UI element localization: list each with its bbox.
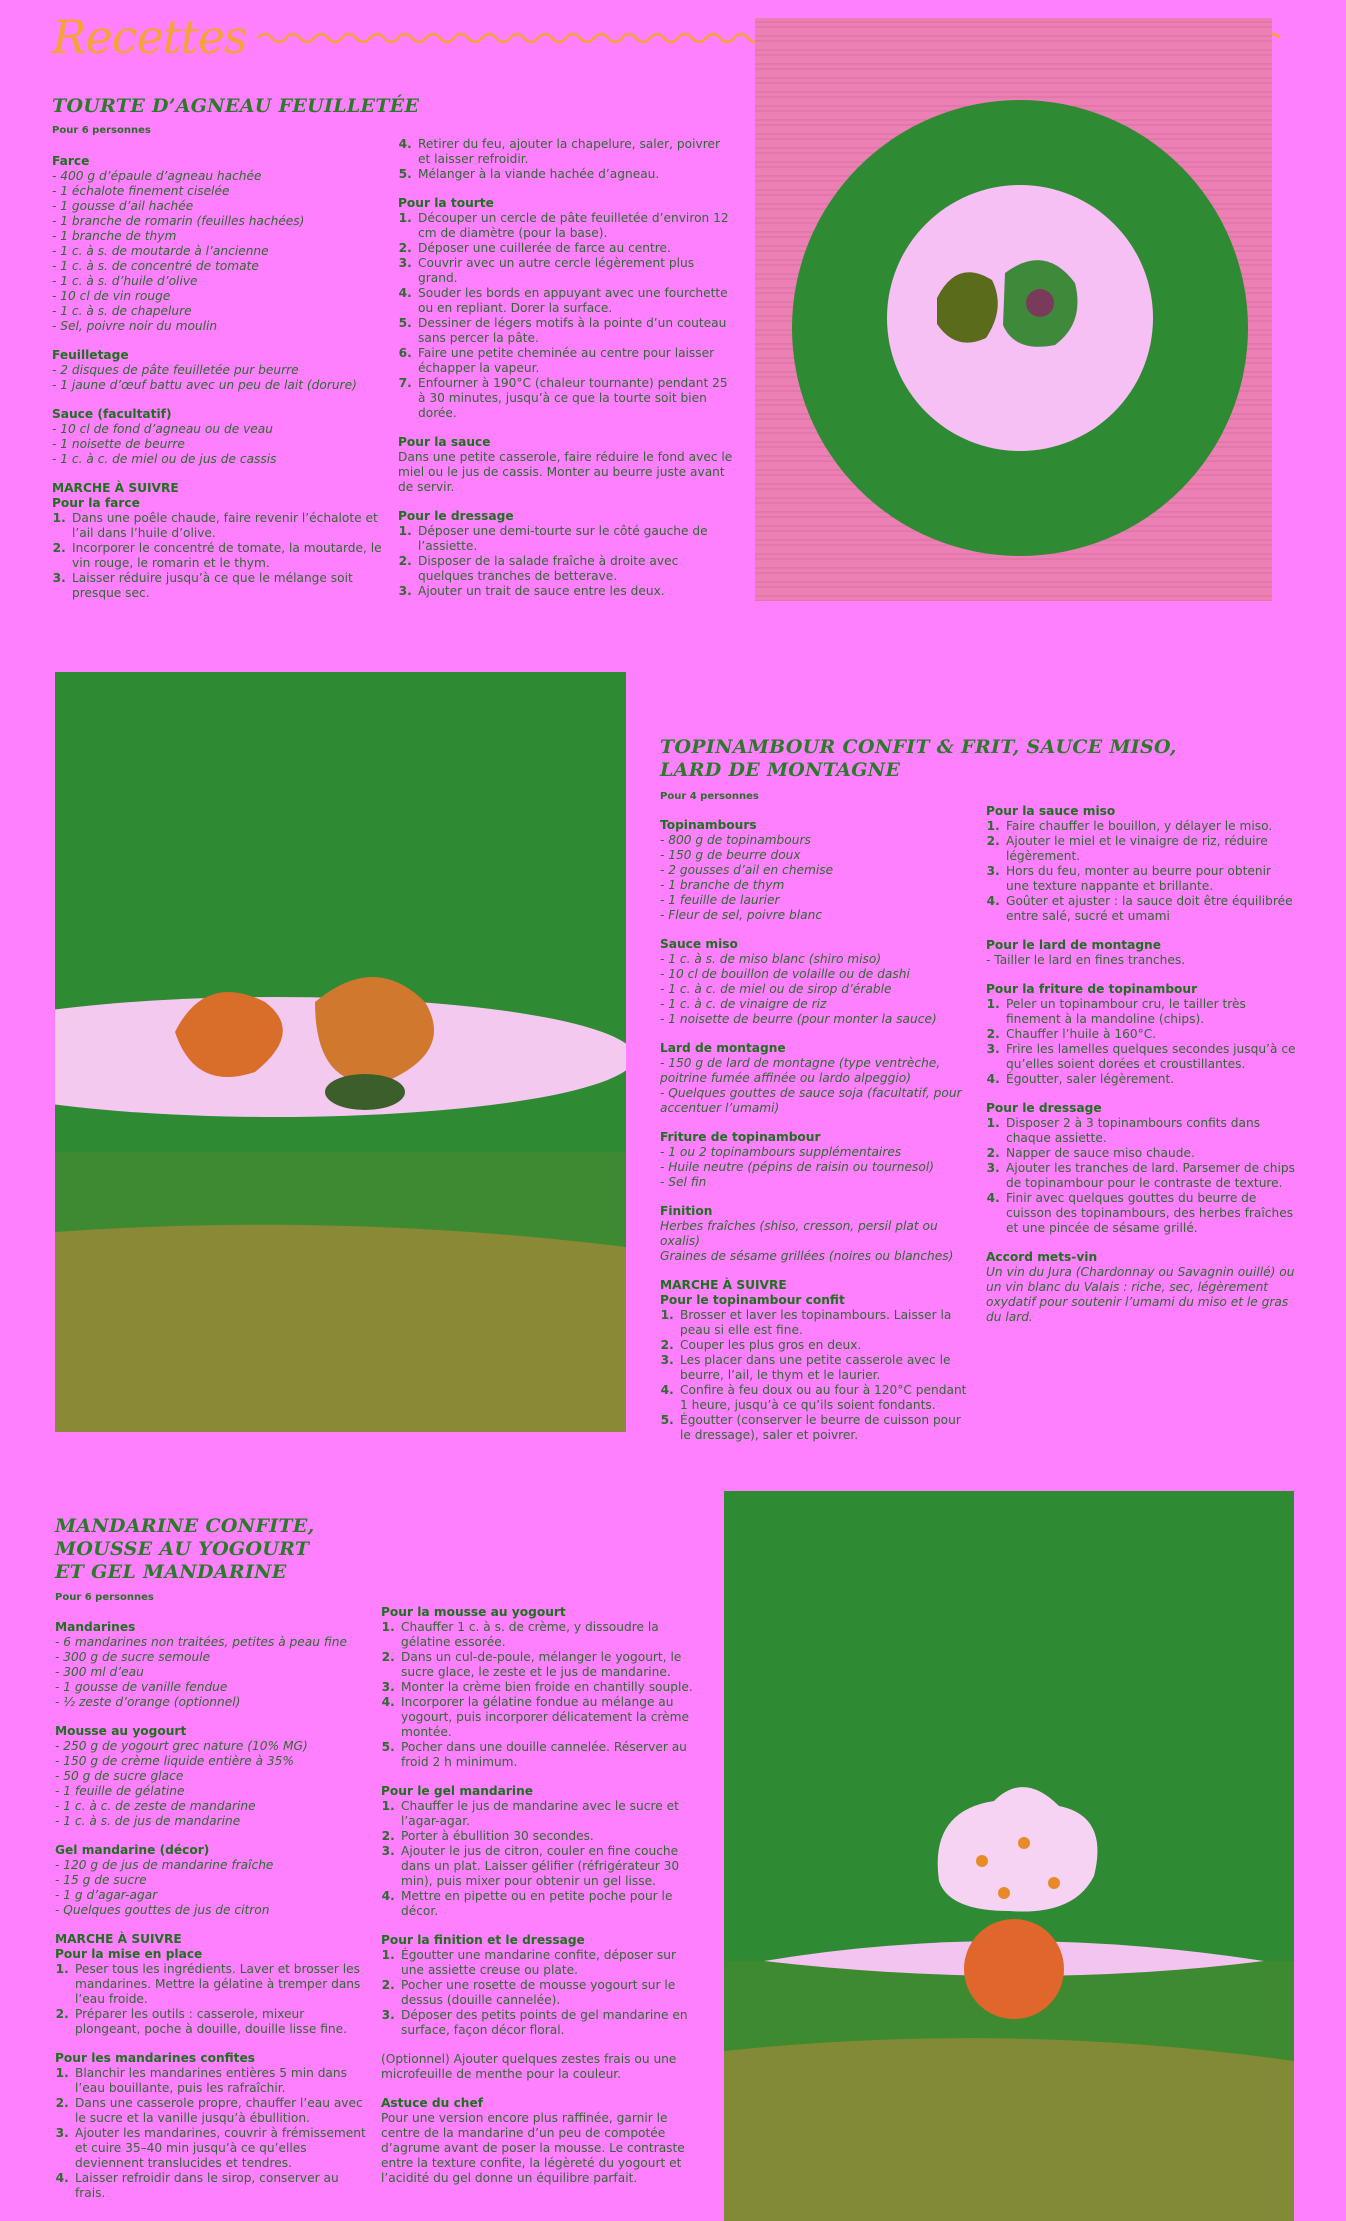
step: 3. Couvrir avec un autre cercle légèrement plus grand. xyxy=(416,256,733,286)
section-heading: MARCHE À SUIVRE xyxy=(660,1278,787,1292)
ingredient: - 300 g de sucre semoule xyxy=(55,1650,211,1664)
mandarine-photo xyxy=(724,1491,1294,2221)
tourte-photo xyxy=(755,18,1272,601)
title-line: TOPINAMBOUR CONFIT & FRIT, SAUCE MISO, xyxy=(660,736,1177,758)
step: 3. Monter la crème bien froide en chantilly souple. xyxy=(399,1680,696,1695)
ingredient: - 1 ou 2 topinambours supplémentaires xyxy=(660,1145,902,1159)
ingredient: - 1 c. à c. de miel ou de jus de cassis xyxy=(52,452,277,466)
section-heading: Pour la finition et le dressage xyxy=(381,1933,585,1947)
mandarine-col1 xyxy=(55,1620,370,2201)
step: 5. Dessiner de légers motifs à la pointe d’un couteau sans percer la pâte. xyxy=(416,316,733,346)
ingredient: Graines de sésame grillées (noires ou blanches) xyxy=(660,1249,954,1263)
step: 3. Frire les lamelles quelques secondes jusqu’à ce qu’elles soient dorées et croustillantes. xyxy=(1004,1042,1296,1072)
ingredient: - 1 branche de thym xyxy=(660,878,785,892)
ingredient: - 400 g d’épaule d’agneau hachée xyxy=(52,169,262,183)
section-heading: Pour le dressage xyxy=(398,509,514,523)
ingredient: - 1 c. à s. de miso blanc (shiro miso) xyxy=(660,952,882,966)
paragraph: Pour une version encore plus raffinée, garnir le centre de la mandarine d’un peu de compotée d’agrume avant de poser la mousse. Le contraste entre la texture confite, la légèreté du yogourt et l’acidité du gel donne un équilibre parfait. xyxy=(381,2111,685,2185)
ingredient: - 1 c. à s. de moutarde à l’ancienne xyxy=(52,244,269,258)
ingredient: - 2 disques de pâte feuilletée pur beurre xyxy=(52,363,299,377)
paragraph: - Tailler le lard en fines tranches. xyxy=(986,953,1186,967)
topinambour-col1 xyxy=(660,818,975,1443)
step: 2. Disposer de la salade fraîche à droite avec quelques tranches de betterave. xyxy=(416,554,733,584)
step: 3. Hors du feu, monter au beurre pour obtenir une texture nappante et brillante. xyxy=(1004,864,1296,894)
ingredient: - 1 échalote finement ciselée xyxy=(52,184,230,198)
step: 2. Pocher une rosette de mousse yogourt sur le dessus (douille cannelée). xyxy=(399,1978,696,2008)
step: 4. Laisser refroidir dans le sirop, conserver au frais. xyxy=(73,2171,370,2201)
step: 3. Laisser réduire jusqu’à ce que le mélange soit presque sec. xyxy=(70,571,387,601)
topinambour-title xyxy=(660,736,1177,782)
step: 4. Goûter et ajuster : la sauce doit être équilibrée entre salé, sucré et umami xyxy=(1004,894,1296,924)
ingredient: - 10 cl de fond d’agneau ou de veau xyxy=(52,422,273,436)
step: 7. Enfourner à 190°C (chaleur tournante) pendant 25 à 30 minutes, jusqu’à ce que la tourte soit bien dorée. xyxy=(416,376,733,421)
ingredient: - 6 mandarines non traitées, petites à peau fine xyxy=(55,1635,347,1649)
step: 1. Blanchir les mandarines entières 5 min dans l’eau bouillante, puis les rafraîchir. xyxy=(73,2066,370,2096)
title-line: LARD DE MONTAGNE xyxy=(660,759,901,781)
ingredient: - 1 branche de romarin (feuilles hachées) xyxy=(52,214,305,228)
section-heading: Pour la mousse au yogourt xyxy=(381,1605,566,1619)
step: 2. Napper de sauce miso chaude. xyxy=(1004,1146,1296,1161)
tourte-col2 xyxy=(398,137,733,599)
ingredient: - 50 g de sucre glace xyxy=(55,1769,184,1783)
section-heading: MARCHE À SUIVRE xyxy=(55,1932,182,1946)
ingredient: - 15 g de sucre xyxy=(55,1873,147,1887)
ingredient: - 1 c. à s. de chapelure xyxy=(52,304,192,318)
step: 2. Ajouter le miel et le vinaigre de riz, réduire légèrement. xyxy=(1004,834,1296,864)
ingredient: - 150 g de lard de montagne (type ventrèche, poitrine fumée affinée ou lardo alpeggio) xyxy=(660,1056,941,1085)
step: 2. Couper les plus gros en deux. xyxy=(678,1338,975,1353)
step: 3. Ajouter le jus de citron, couler en fine couche dans un plat. Laisser gélifier (réfrigérateur 30 min), puis mixer pour obtenir un gel lisse. xyxy=(399,1844,696,1889)
section-heading: MARCHE À SUIVRE xyxy=(52,481,179,495)
section-heading: Sauce miso xyxy=(660,937,738,951)
title-line: MANDARINE CONFITE, xyxy=(55,1515,315,1537)
section-heading: Pour la sauce xyxy=(398,435,491,449)
ingredient: - 1 noisette de beurre (pour monter la sauce) xyxy=(660,1012,937,1026)
step: 2. Dans une casserole propre, chauffer l’eau avec le sucre et la vanille jusqu’à ébullition. xyxy=(73,2096,370,2126)
step: 2. Porter à ébullition 30 secondes. xyxy=(399,1829,696,1844)
ingredient: - 1 c. à s. de concentré de tomate xyxy=(52,259,259,273)
ingredient: - 120 g de jus de mandarine fraîche xyxy=(55,1858,274,1872)
step: 3. Déposer des petits points de gel mandarine en surface, façon décor floral. xyxy=(399,2008,696,2038)
step: 2. Préparer les outils : casserole, mixeur plongeant, poche à douille, douille lisse fine. xyxy=(73,2007,370,2037)
brand-title: Recettes xyxy=(52,10,247,64)
ingredient: - 800 g de topinambours xyxy=(660,833,811,847)
step: 1. Découper un cercle de pâte feuilletée d’environ 12 cm de diamètre (pour la base). xyxy=(416,211,733,241)
ingredient: - 1 c. à s. de jus de mandarine xyxy=(55,1814,241,1828)
ingredient: - Quelques gouttes de jus de citron xyxy=(55,1903,270,1917)
section-heading: Pour le dressage xyxy=(986,1101,1102,1115)
section-heading: Pour la friture de topinambour xyxy=(986,982,1198,996)
ingredient: - Quelques gouttes de sauce soja (facultatif, pour accentuer l’umami) xyxy=(660,1086,962,1115)
step: 1. Égoutter une mandarine confite, déposer sur une assiette creuse ou plate. xyxy=(399,1948,696,1978)
ingredient: - 1 jaune d’œuf battu avec un peu de lait (dorure) xyxy=(52,378,357,392)
topinambour-photo xyxy=(55,672,626,1432)
section-heading: Farce xyxy=(52,154,90,168)
mandarine-col2 xyxy=(381,1605,696,2186)
paragraph: Un vin du Jura (Chardonnay ou Savagnin ouillé) ou un vin blanc du Valais : riche, sec, légèrement oxydatif pour soutenir l’umami du miso et le gras du lard. xyxy=(986,1265,1295,1324)
step: 5. Pocher dans une douille cannelée. Réserver au froid 2 h minimum. xyxy=(399,1740,696,1770)
ingredient: - 1 noisette de beurre xyxy=(52,437,185,451)
title-line: ET GEL MANDARINE xyxy=(55,1561,287,1583)
ingredient: - Sel fin xyxy=(660,1175,707,1189)
step: 4. Confire à feu doux ou au four à 120°C pendant 1 heure, jusqu’à ce qu’ils soient fondants. xyxy=(678,1383,975,1413)
section-heading: Sauce (facultatif) xyxy=(52,407,172,421)
section-heading: Feuilletage xyxy=(52,348,129,362)
section-heading: Mandarines xyxy=(55,1620,136,1634)
step: 3. Ajouter les mandarines, couvrir à frémissement et cuire 35–40 min jusqu’à ce qu’elles deviennent translucides et tendres. xyxy=(73,2126,370,2171)
ingredient: - 1 gousse d’ail hachée xyxy=(52,199,194,213)
ingredient: - 1 g d’agar-agar xyxy=(55,1888,158,1902)
step: 4. Incorporer la gélatine fondue au mélange au yogourt, puis incorporer délicatement la crème montée. xyxy=(399,1695,696,1740)
section-heading: Pour le gel mandarine xyxy=(381,1784,534,1798)
section-heading: Pour les mandarines confites xyxy=(55,2051,256,2065)
step: 2. Dans un cul-de-poule, mélanger le yogourt, le sucre glace, le zeste et le jus de mandarine. xyxy=(399,1650,696,1680)
ingredient: - Huile neutre (pépins de raisin ou tournesol) xyxy=(660,1160,934,1174)
step: 1. Disposer 2 à 3 topinambours confits dans chaque assiette. xyxy=(1004,1116,1296,1146)
tourte-col1 xyxy=(52,154,387,601)
step: 4. Finir avec quelques gouttes du beurre de cuisson des topinambours, des herbes fraîches et une pincée de sésame grillé. xyxy=(1004,1191,1296,1236)
step: 1. Chauffer le jus de mandarine avec le sucre et l’agar-agar. xyxy=(399,1799,696,1829)
ingredient: - 1 c. à c. de zeste de mandarine xyxy=(55,1799,256,1813)
ingredient: - 150 g de beurre doux xyxy=(660,848,801,862)
step: 1. Peser tous les ingrédients. Laver et brosser les mandarines. Mettre la gélatine à tremper dans l’eau froide. xyxy=(73,1962,370,2007)
section-heading: Topinambours xyxy=(660,818,757,832)
tourte-serves: Pour 6 personnes xyxy=(52,125,151,136)
step: 5. Égoutter (conserver le beurre de cuisson pour le dressage), saler et poivrer. xyxy=(678,1413,975,1443)
ingredient: - 300 ml d’eau xyxy=(55,1665,144,1679)
ingredient: - 10 cl de vin rouge xyxy=(52,289,171,303)
section-heading: Mousse au yogourt xyxy=(55,1724,187,1738)
step: 1. Chauffer 1 c. à s. de crème, y dissoudre la gélatine essorée. xyxy=(399,1620,696,1650)
tourte-title: TOURTE D’AGNEAU FEUILLETÉE xyxy=(52,95,420,117)
section-heading: Friture de topinambour xyxy=(660,1130,821,1144)
ingredient: - 1 c. à c. de miel ou de sirop d’érable xyxy=(660,982,892,996)
step: 2. Déposer une cuillerée de farce au centre. xyxy=(416,241,733,256)
paragraph: Dans une petite casserole, faire réduire le fond avec le miel ou le jus de cassis. Monter au beurre juste avant de servir. xyxy=(398,450,733,494)
step: 1. Déposer une demi-tourte sur le côté gauche de l’assiette. xyxy=(416,524,733,554)
ingredient: - 1 c. à c. de vinaigre de riz xyxy=(660,997,827,1011)
ingredient: - Sel, poivre noir du moulin xyxy=(52,319,218,333)
title-line: MOUSSE AU YOGOURT xyxy=(55,1538,310,1560)
ingredient: - 1 c. à s. d’huile d’olive xyxy=(52,274,198,288)
section-heading: Pour la sauce miso xyxy=(986,804,1116,818)
ingredient: - 1 feuille de gélatine xyxy=(55,1784,185,1798)
topinambour-col2 xyxy=(986,804,1296,1325)
step-heading: Pour la farce xyxy=(52,496,140,510)
ingredient: - ½ zeste d’orange (optionnel) xyxy=(55,1695,241,1709)
step: 3. Ajouter un trait de sauce entre les deux. xyxy=(416,584,733,599)
step: 1. Brosser et laver les topinambours. Laisser la peau si elle est fine. xyxy=(678,1308,975,1338)
topinambour-serves: Pour 4 personnes xyxy=(660,791,759,802)
section-heading: Lard de montagne xyxy=(660,1041,786,1055)
ingredient: - 250 g de yogourt grec nature (10% MG) xyxy=(55,1739,308,1753)
step: 3. Les placer dans une petite casserole avec le beurre, l’ail, le thym et le laurier. xyxy=(678,1353,975,1383)
step: 2. Incorporer le concentré de tomate, la moutarde, le vin rouge, le romarin et le thym. xyxy=(70,541,387,571)
section-heading: Accord mets-vin xyxy=(986,1250,1098,1264)
step: 1. Dans une poêle chaude, faire revenir l’échalote et l’ail dans l’huile d’olive. xyxy=(70,511,387,541)
mandarine-serves: Pour 6 personnes xyxy=(55,1592,154,1603)
step: 4. Retirer du feu, ajouter la chapelure, saler, poivrer et laisser refroidir. xyxy=(416,137,733,167)
step: 6. Faire une petite cheminée au centre pour laisser échapper la vapeur. xyxy=(416,346,733,376)
ingredient: - 150 g de crème liquide entière à 35% xyxy=(55,1754,295,1768)
step: 5. Mélanger à la viande hachée d’agneau. xyxy=(416,167,733,182)
ingredient: Herbes fraîches (shiso, cresson, persil plat ou oxalis) xyxy=(660,1219,938,1248)
section-heading: Pour le lard de montagne xyxy=(986,938,1161,952)
ingredient: - 10 cl de bouillon de volaille ou de dashi xyxy=(660,967,910,981)
section-heading: Finition xyxy=(660,1204,713,1218)
step-heading: Pour la mise en place xyxy=(55,1947,203,1961)
step: 4. Égoutter, saler légèrement. xyxy=(1004,1072,1296,1087)
step: 3. Ajouter les tranches de lard. Parsemer de chips de topinambour pour le contraste de texture. xyxy=(1004,1161,1296,1191)
ingredient: - 2 gousses d’ail en chemise xyxy=(660,863,834,877)
mandarine-title xyxy=(55,1515,315,1584)
step: 1. Peler un topinambour cru, le tailler très finement à la mandoline (chips). xyxy=(1004,997,1296,1027)
step: 1. Faire chauffer le bouillon, y délayer le miso. xyxy=(1004,819,1296,834)
step: 4. Mettre en pipette ou en petite poche pour le décor. xyxy=(399,1889,696,1919)
ingredient: - 1 gousse de vanille fendue xyxy=(55,1680,228,1694)
section-heading: Astuce du chef xyxy=(381,2096,484,2110)
section-heading: Pour la tourte xyxy=(398,196,494,210)
ingredient: - Fleur de sel, poivre blanc xyxy=(660,908,823,922)
step-heading: Pour le topinambour confit xyxy=(660,1293,845,1307)
paragraph: (Optionnel) Ajouter quelques zestes frais ou une microfeuille de menthe pour la couleur. xyxy=(381,2052,677,2081)
section-heading: Gel mandarine (décor) xyxy=(55,1843,210,1857)
step: 4. Souder les bords en appuyant avec une fourchette ou en repliant. Dorer la surface. xyxy=(416,286,733,316)
ingredient: - 1 branche de thym xyxy=(52,229,177,243)
step: 2. Chauffer l’huile à 160°C. xyxy=(1004,1027,1296,1042)
ingredient: - 1 feuille de laurier xyxy=(660,893,780,907)
